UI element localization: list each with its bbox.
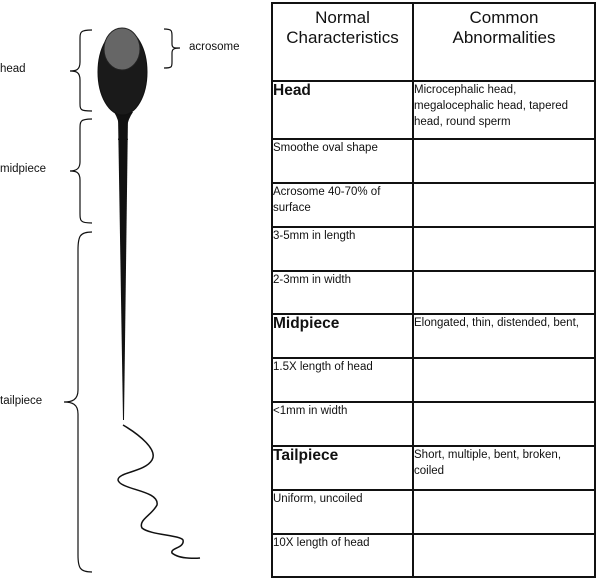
abnormal-cell <box>413 534 595 577</box>
abnormal-cell <box>413 139 595 183</box>
label-acrosome: acrosome <box>189 41 240 53</box>
sperm-illustration <box>0 0 270 578</box>
section-tailpiece: Tailpiece <box>272 446 413 490</box>
table-row <box>272 446 595 490</box>
midpiece-shape <box>114 112 133 140</box>
abnormal-cell <box>413 490 595 534</box>
label-tailpiece: tailpiece <box>0 395 43 407</box>
label-midpiece: midpiece <box>0 163 47 175</box>
header-normal-characteristics: Normal Characteristics <box>272 3 413 81</box>
label-head: head <box>0 63 26 75</box>
acrosome-brace <box>164 29 180 68</box>
normal-cell: 2-3mm in width <box>272 271 413 314</box>
abnormal-cell <box>413 358 595 402</box>
section-midpiece: Midpiece <box>272 314 413 358</box>
tail-shaft <box>118 115 128 420</box>
table-row <box>272 227 595 271</box>
abnormal-tailpiece: Short, multiple, bent, broken, coiled <box>413 446 595 490</box>
table-row <box>272 139 595 183</box>
characteristics-table <box>271 2 596 578</box>
section-head: Head <box>272 81 413 139</box>
abnormal-head: Microcephalic head, megalocephalic head, tapered head, round sperm <box>413 81 595 139</box>
head-brace <box>70 30 92 111</box>
normal-cell: Smoothe oval shape <box>272 139 413 183</box>
sperm-diagram <box>0 0 270 578</box>
normal-cell: Acrosome 40-70% of surface <box>272 183 413 227</box>
table-row <box>272 358 595 402</box>
table-row <box>272 314 595 358</box>
normal-cell: 1.5X length of head <box>272 358 413 402</box>
header-common-abnormalities: Common Abnormalities <box>413 3 595 81</box>
normal-cell: 3-5mm in length <box>272 227 413 271</box>
normal-cell: Uniform, uncoiled <box>272 490 413 534</box>
table-row <box>272 183 595 227</box>
abnormal-cell <box>413 227 595 271</box>
table-row <box>272 81 595 139</box>
table-row <box>272 490 595 534</box>
abnormal-cell <box>413 183 595 227</box>
abnormal-midpiece: Elongated, thin, distended, bent, <box>413 314 595 358</box>
normal-cell: 10X length of head <box>272 534 413 577</box>
tailpiece-brace <box>64 232 92 572</box>
midpiece-brace <box>70 119 92 223</box>
table-row <box>272 271 595 314</box>
abnormal-cell <box>413 402 595 446</box>
table-header-row <box>272 3 595 81</box>
acrosome-shape <box>104 28 140 70</box>
table-row <box>272 402 595 446</box>
abnormal-cell <box>413 271 595 314</box>
tail-wave <box>118 425 200 558</box>
table-row <box>272 534 595 577</box>
normal-cell: <1mm in width <box>272 402 413 446</box>
